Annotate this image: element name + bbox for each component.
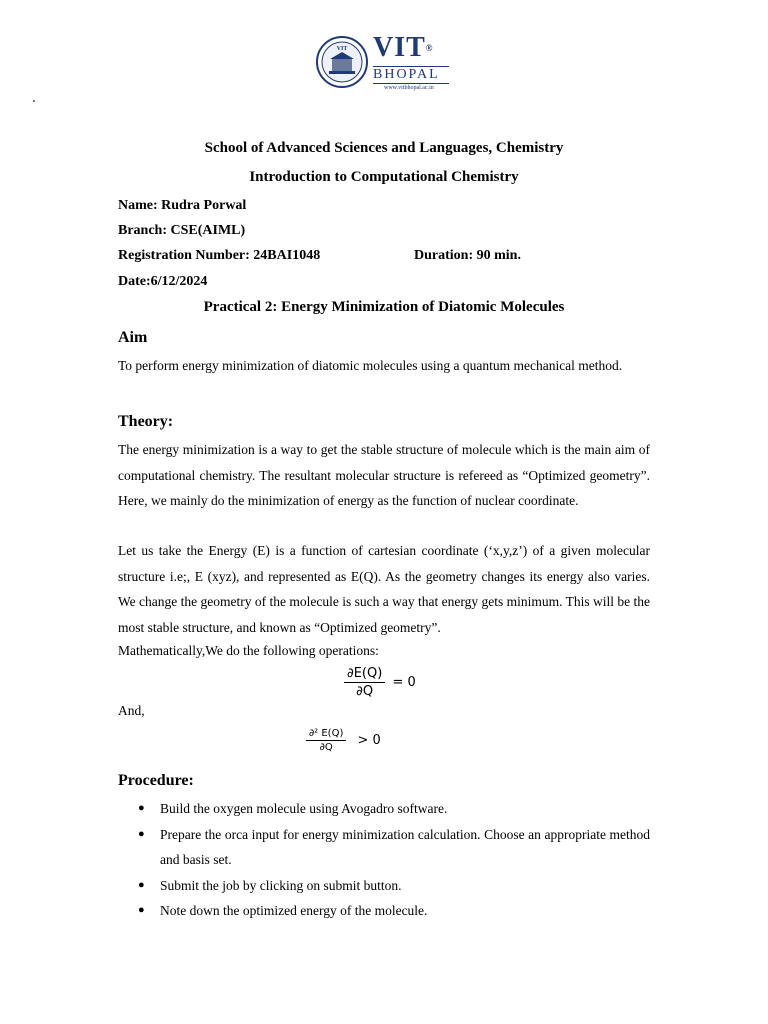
- procedure-item-text: Build the oxygen molecule using Avogadro software.: [160, 801, 448, 816]
- equation-first-derivative: [344, 666, 416, 699]
- university-seal-icon: [316, 33, 368, 91]
- eq2-denominator: ∂Q: [319, 742, 333, 753]
- practical-title: Practical 2: Energy Minimization of Diatomic Molecules: [203, 299, 565, 315]
- name-label: Name:: [118, 198, 158, 213]
- procedure-list: [118, 796, 650, 924]
- and-text: And,: [118, 703, 145, 718]
- school-title: School of Advanced Sciences and Languages, Chemistry: [204, 140, 564, 156]
- theory-paragraph-2: Let us take the Energy (E) is a function of cartesian coordinate (‘x,y,z’) of a given molecular structure i.e;, E (xyz), and represented as E(Q). As the geometry changes its energy also varies. We change the geometry of the molecule is such a way that energy gets minimum. This will be the most stable structure, and known as “Optimized geometry”.: [118, 543, 650, 635]
- procedure-item-text: Submit the job by clicking on submit button.: [160, 877, 402, 893]
- aim-text: To perform energy minimization of diatomic molecules using a quantum mechanical method.: [118, 358, 623, 373]
- list-item: [118, 873, 650, 899]
- list-item: [118, 822, 650, 873]
- stray-mark: [33, 100, 35, 102]
- aim-heading: Aim: [118, 329, 148, 346]
- logo-url: www.vitbhopal.ac.in: [384, 85, 434, 91]
- course-title: Introduction to Computational Chemistry: [249, 169, 519, 185]
- vit-logo: [316, 33, 456, 95]
- list-item: [118, 898, 650, 924]
- equation-second-derivative: [306, 728, 381, 753]
- eq1-fraction: [344, 666, 385, 699]
- bullet-icon: ●: [138, 802, 145, 814]
- name-value: Rudra Porwal: [161, 198, 247, 213]
- registration-number: Registration Number: 24BAI1048: [118, 248, 321, 263]
- bullet-icon: ●: [138, 878, 145, 891]
- logo-brand: [373, 33, 434, 63]
- eq2-numerator: ∂² E(Q): [306, 728, 346, 741]
- theory-heading: Theory:: [118, 413, 174, 430]
- bullet-icon: ●: [138, 827, 145, 840]
- student-branch: Branch: CSE(AIML): [118, 223, 246, 238]
- theory-paragraph-1: The energy minimization is a way to get the stable structure of molecule which is the main aim of computational chemistry. The resultant molecular structure is refereed as “Optimized geometry”. Here, we mainly do the minimization of energy as the function of nuclear coordinate.: [118, 442, 650, 508]
- eq1-relation: = 0: [392, 675, 416, 690]
- logo-campus: BHOPAL: [373, 67, 440, 82]
- eq1-denominator: ∂Q: [356, 684, 374, 699]
- logo-brand-text: VIT: [373, 32, 426, 63]
- duration: Duration: 90 min.: [414, 248, 521, 263]
- theory-paragraph-3: Mathematically,We do the following operations:: [118, 643, 379, 658]
- procedure-item-text: Note down the optimized energy of the molecule.: [160, 903, 428, 918]
- seal-text: VIT: [336, 46, 348, 52]
- procedure-item-text: Prepare the orca input for energy minimization calculation. Choose an appropriate method and basis set.: [160, 826, 650, 867]
- eq2-fraction: [306, 728, 346, 753]
- bullet-icon: ●: [138, 904, 145, 916]
- eq1-numerator: ∂E(Q): [344, 666, 385, 683]
- date: Date:6/12/2024: [118, 274, 208, 289]
- eq2-relation: > 0: [357, 733, 381, 748]
- procedure-heading: Procedure:: [118, 772, 194, 789]
- registered-mark: ®: [425, 43, 434, 53]
- list-item: [118, 796, 650, 822]
- student-name: [118, 198, 246, 214]
